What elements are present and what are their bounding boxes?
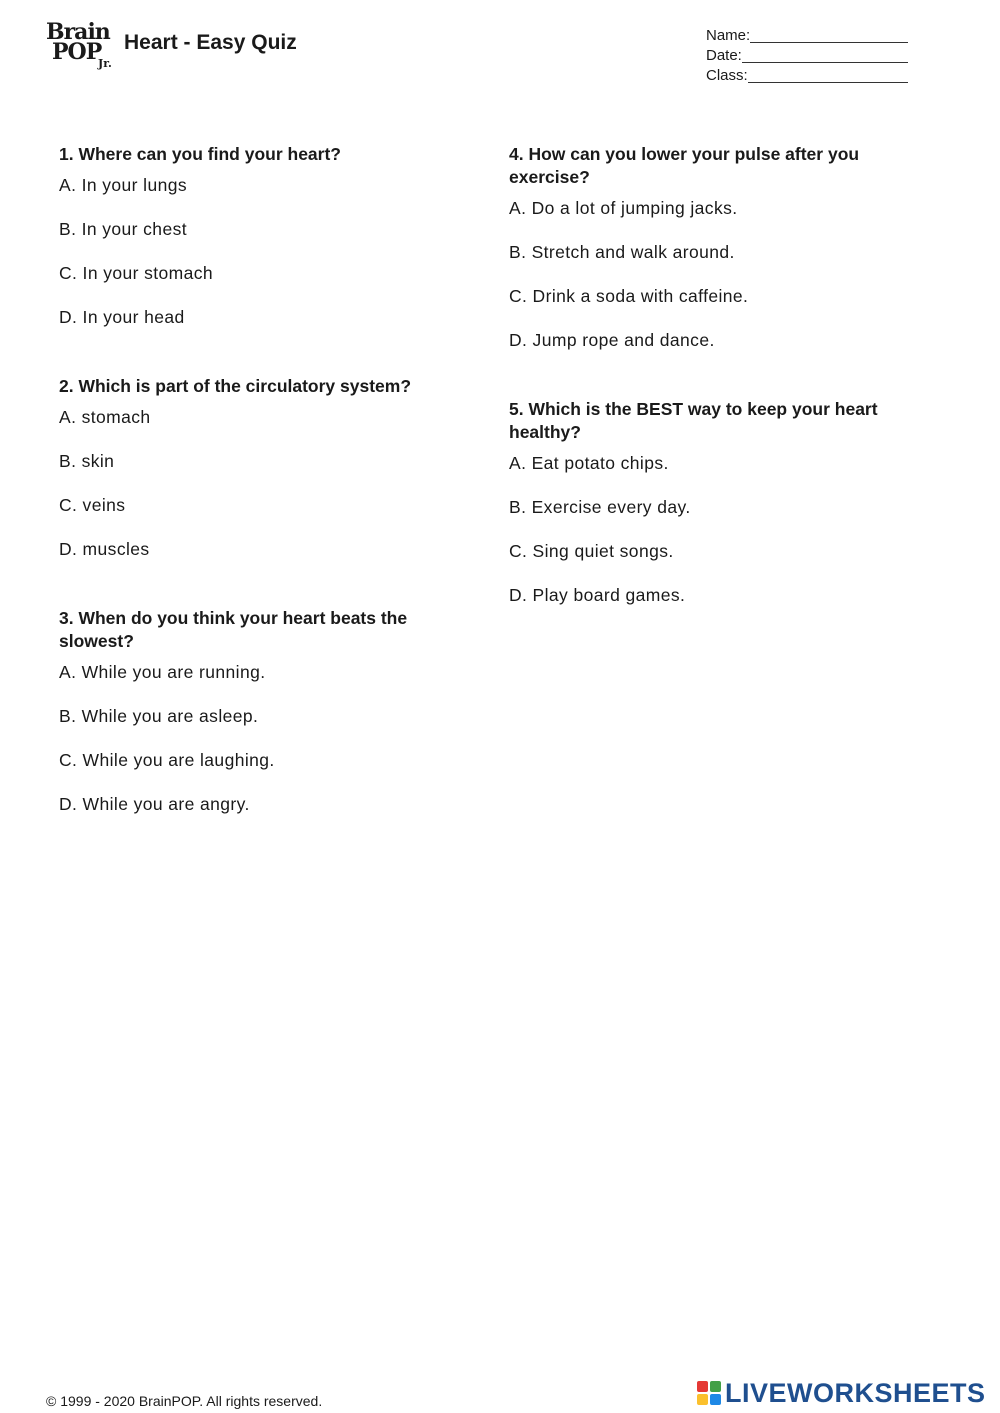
answer-option[interactable]: B. While you are asleep.: [59, 706, 259, 726]
left-question-column: [59, 143, 459, 862]
logo-square-blue: [710, 1394, 721, 1405]
answer-option[interactable]: A. Eat potato chips.: [509, 453, 669, 473]
logo-square-yellow: [697, 1394, 708, 1405]
student-info-block: [706, 25, 916, 85]
question-1: [59, 143, 459, 329]
logo-text-brain: Brain: [46, 19, 110, 45]
question-4: [509, 143, 909, 352]
answer-option[interactable]: C. While you are laughing.: [59, 750, 275, 770]
answer-option[interactable]: B. skin: [59, 451, 115, 471]
answer-option[interactable]: D. While you are angry.: [59, 794, 250, 814]
answer-option[interactable]: D. Play board games.: [509, 585, 686, 605]
class-line[interactable]: [706, 65, 916, 85]
logo-text-pop: POP: [52, 39, 102, 65]
name-label: Name:: [706, 27, 751, 44]
copyright-footer: © 1999 - 2020 BrainPOP. All rights reserved.: [46, 1393, 323, 1409]
logo-square-green: [710, 1381, 721, 1392]
logo-text-jr: Jr.: [98, 57, 112, 70]
answer-option[interactable]: A. While you are running.: [59, 662, 266, 682]
answer-option[interactable]: C. Sing quiet songs.: [509, 541, 674, 561]
answer-option[interactable]: A. In your lungs: [59, 175, 187, 195]
question-text: 4. How can you lower your pulse after you exercise?: [509, 144, 860, 187]
liveworksheets-logo-icon: [697, 1381, 721, 1405]
page-header: [0, 0, 1000, 100]
answer-option[interactable]: C. Drink a soda with caffeine.: [509, 286, 749, 306]
answer-option[interactable]: D. In your head: [59, 307, 185, 327]
answer-option[interactable]: B. In your chest: [59, 219, 187, 239]
answer-option[interactable]: A. Do a lot of jumping jacks.: [509, 198, 738, 218]
question-text: 3. When do you think your heart beats the slowest?: [59, 608, 408, 651]
liveworksheets-text: LIVEWORKSHEETS: [725, 1378, 986, 1408]
answer-option[interactable]: B. Stretch and walk around.: [509, 242, 735, 262]
logo-square-red: [697, 1381, 708, 1392]
question-text: 5. Which is the BEST way to keep your heart healthy?: [509, 399, 878, 442]
right-question-column: [509, 143, 909, 653]
date-line[interactable]: [706, 45, 916, 65]
liveworksheets-watermark: [697, 1378, 986, 1408]
date-blank[interactable]: [742, 62, 908, 63]
question-2: [59, 375, 459, 561]
answer-option[interactable]: B. Exercise every day.: [509, 497, 691, 517]
answer-option[interactable]: C. veins: [59, 495, 126, 515]
answer-option[interactable]: D. muscles: [59, 539, 150, 559]
question-text: 2. Which is part of the circulatory system?: [59, 376, 412, 396]
answer-option[interactable]: C. In your stomach: [59, 263, 214, 283]
class-blank[interactable]: [748, 82, 908, 83]
question-text: 1. Where can you find your heart?: [59, 144, 341, 164]
name-blank[interactable]: [750, 42, 908, 43]
answer-option[interactable]: A. stomach: [59, 407, 151, 427]
name-line[interactable]: [706, 25, 916, 45]
question-5: [509, 398, 909, 607]
brainpop-jr-logo: [46, 20, 124, 78]
quiz-title: Heart - Easy Quiz: [124, 31, 297, 54]
question-3: [59, 607, 459, 816]
date-label: Date:: [706, 47, 742, 64]
answer-option[interactable]: D. Jump rope and dance.: [509, 330, 715, 350]
class-label: Class:: [706, 67, 748, 84]
